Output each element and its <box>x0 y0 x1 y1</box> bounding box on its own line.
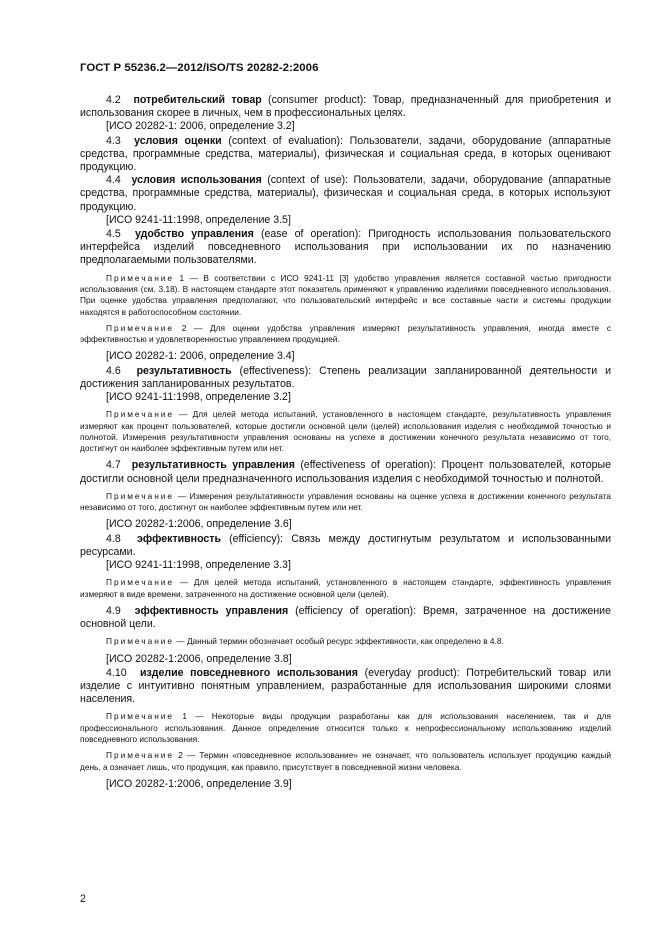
term-entry-4-9: 4.9 эффективность управления (efficiency of operation): Время, затраченное на достижение основной цели. <box>80 604 611 631</box>
term-title: изделие повседневного использования <box>139 666 358 679</box>
note: Примечание 1 — В соответствии с ИСО 9241-11 [3] удобство управления является составной частью пригодности использования (см. 3.18). В настоящем стандарте этот показатель применяют к управлению изделиями повседневного использования. При оценке удобства управления предполагают, что пользовательский интерфейс и все составные части и системы продукции находятся в работоспособном состоянии. <box>80 272 611 317</box>
reference: [ИСО 20282-1: 2006, определение 3.4] <box>106 350 295 363</box>
term-title: условия оценки <box>134 134 222 147</box>
reference: [ИСО 9241-11:1998, определение 3.2] <box>106 391 291 404</box>
note: Примечание — Измерения результативности управления основаны на оценке успеха в достижении конечного результата независимо от того, достигнут он наиболее эффективным путем или нет. <box>80 490 611 513</box>
term-entry-4-2: 4.2 потребительский товар (consumer product): Товар, предназначенный для приобретения и использования скорее в личных, чем в профессиональных целях. <box>80 94 611 120</box>
note: Примечание — Данный термин обозначает особый ресурс эффективности, как определено в 4.8. <box>106 636 504 647</box>
page-number: 2 <box>80 893 86 905</box>
note: Примечание 2 — Термин «повседневное использование» не означает, что пользователь использует продукцию каждый день, а означает лишь, что продукция, как правило, присутствует в повседневной жизни человека. <box>80 750 611 772</box>
note: Примечание — Для целей метода испытаний, установленного в настоящем стандарте, эффективность управления измеряют в виде времени, затраченного на достижение основной цели (целей). <box>80 577 611 599</box>
note: Примечание 2 — Для оценки удобства управления измеряют результативность управления, иногда вместе с эффективностью и удовлетворенностью управлением продукцией. <box>80 322 611 345</box>
term-title: эффективность управления <box>134 604 289 617</box>
term-entry-4-8: 4.8 эффективность (efficiency): Связь между достигнутым результатом и использованными ресурсами. <box>80 532 612 558</box>
term-title: результативность <box>136 364 232 377</box>
reference: [ИСО 20282-1:2006, определение 3.9] <box>106 777 292 790</box>
term-title: условия использования <box>131 174 262 187</box>
term-entry-4-5: 4.5 удобство управления (ease of operation): Пригодность использования пользовательского интерфейса изделий повседневного использования при использовании их по назначению предполагаемыми пользователями. <box>80 228 611 267</box>
term-entry-4-6: 4.6 результативность (effectiveness): Степень реализации запланированной деятельности и достижения запланированных результатов. <box>80 364 612 390</box>
term-entry-4-3: 4.3 условия оценки (context of evaluation): Пользователи, задачи, оборудование (аппаратные средства, программные средства, материалы), физическая и социальная среда, в которых оценивают продукцию. <box>80 134 611 174</box>
reference: [ИСО 20282-1:2006, определение 3.8] <box>106 652 292 665</box>
term-title: результативность управления <box>131 459 295 472</box>
term-title: удобство управления <box>134 228 254 241</box>
term-entry-4-4: 4.4 условия использования (context of use): Пользователи, задачи, оборудование (аппаратные средства, программные средства, материалы), физическая и социальная среда, в которых используют продукцию. <box>80 174 612 213</box>
reference: [ИСО 9241-11:1998, определение 3.5] <box>106 213 291 226</box>
term-title: потребительский товар <box>133 94 262 106</box>
reference: [ИСО 9241-11:1998, определение 3.3] <box>106 559 291 572</box>
reference: [ИСО 20282-1:2006, определение 3.6] <box>106 518 292 531</box>
term-entry-4-7: 4.7 результативность управления (effectiveness of operation): Процент пользователей, которые достигли основной цели предназначенного использования изделия с необходимой точностью и полнотой. <box>80 459 611 485</box>
term-entry-4-10: 4.10 изделие повседневного использования (everyday product): Потребительский товар или изделие с интуитивно понятным управлением, разработанные для использования широкими слоями населения. <box>80 666 612 706</box>
page-header: ГОСТ Р 55236.2—2012/ISO/TS 20282-2:2006 <box>80 62 319 74</box>
reference: [ИСО 20282-1: 2006, определение 3.2] <box>106 120 295 133</box>
term-title: эффективность <box>137 532 221 545</box>
terms-section <box>80 94 611 792</box>
note: Примечание 1 — Некоторые виды продукции разработаны как для использования населением, так и для профессионального использования. Данное определение относится только к непрофессиональному использованию изделий повседневного использования. <box>80 711 611 744</box>
note: Примечание — Для целей метода испытаний, установленного в настоящем стандарте, результативность управления измеряют как процент пользователей, которые достигли основной цели (целей) использования изделия с необходимой точностью и полнотой. Измерения результативности управления основаны на успехе в достижении конечного результата независимо от того, достигнут он наиболее эффективным путем или нет. <box>80 409 611 454</box>
